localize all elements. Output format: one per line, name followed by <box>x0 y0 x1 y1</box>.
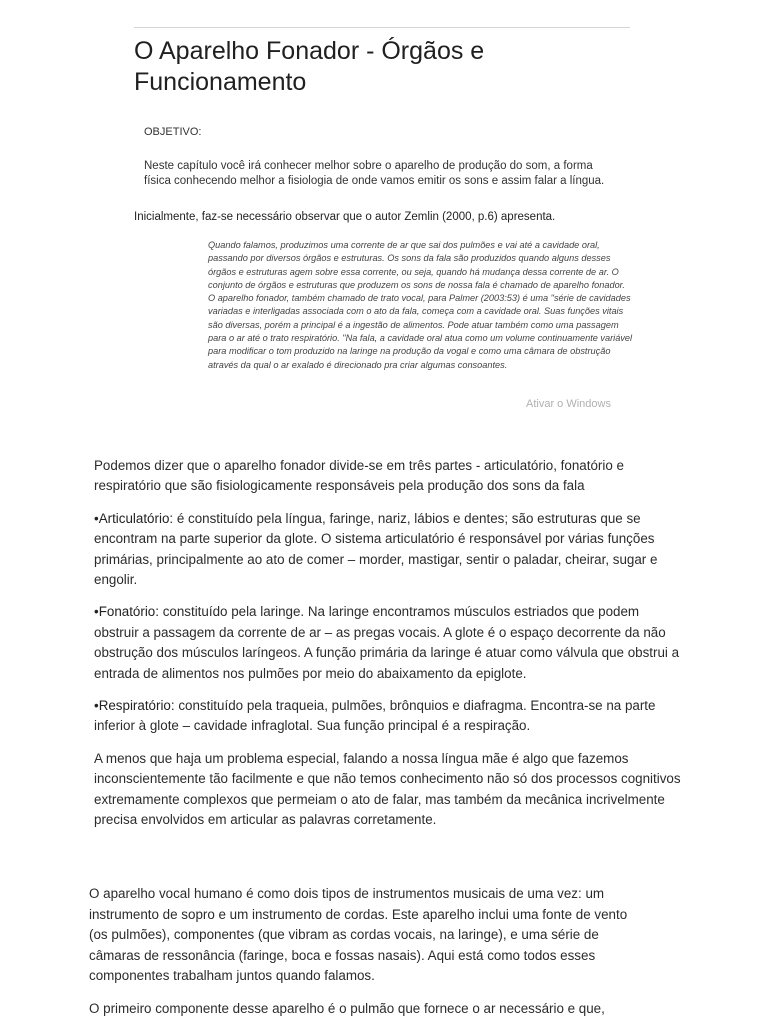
embedded-screenshot <box>120 14 644 434</box>
paragraph-fonatorio <box>94 602 684 684</box>
intro-text: Inicialmente, faz-se necessário observar que o autor Zemlin (2000, p.6) apresenta. <box>134 211 556 223</box>
term-articulatorio: •Articulatório: <box>94 510 174 526</box>
quote-block: Quando falamos, produzimos uma corrente de ar que sai dos pulmões e vai até a cavidade oral, passando por diversos órgãos e estruturas. Os sons da fala são produzidos quando alguns desses órgãos e estruturas agem sobre essa corrente, ou seja, quando há mudança dessa corrente de ar. O conjunto de órgãos e estruturas que produzem os sons de nossa fala é chamado de aparelho fonador. O aparelho fonador, também chamado de trato vocal, para Palmer (2003:53) é uma "série de cavidades variadas e interligadas associada com o ato da fala, começa com a cavidade oral. Suas funções vitais são diversas, porém a principal é a ingestão de alimentos. Pode atuar também como uma passagem para o ar até o trato respiratório. "Na fala, a cavidade oral atua como um volume continuamente variável para modificar o tom produzido na laringe na produção da vogal e como uma câmara de obstrução através da qual o ar exalado é direcionado pra criar algumas consoantes. <box>208 240 633 370</box>
text-respiratorio: constituído pela traqueia, pulmões, brônquios e diafragma. Encontra-se na parte inferior à glote – cavidade infraglotal. Sua função principal é a respiração. <box>94 698 656 734</box>
page-title: O Aparelho Fonador - Órgãos e Funcionamento <box>134 37 485 96</box>
paragraph-intro: Podemos dizer que o aparelho fonador divide-se em três partes - articulatório, fonatório e respiratório que são fisiologicamente responsáveis pela produção dos sons da fala <box>94 458 624 494</box>
term-fonatorio: •Fonatório: <box>94 604 159 620</box>
paragraph-aparelho-vocal: O aparelho vocal humano é como dois tipos de instrumentos musicais de uma vez: um instrumento de sopro e um instrumento de cordas. Este aparelho inclui uma fonte de vento (os pulmões), componentes (que vibram as cordas vocais, na laringe), e uma série de câmaras de ressonância (faringe, boca e fossas nasais). Aqui está como todos esses componentes trabalham juntos quando falamos. <box>89 886 628 984</box>
objective-label: OBJETIVO: <box>144 126 202 138</box>
paragraph-respiratorio <box>94 696 684 737</box>
paragraph-articulatorio <box>94 509 684 591</box>
main-article <box>94 456 684 843</box>
lower-article <box>89 884 649 1032</box>
objective-text: Neste capítulo você irá conhecer melhor sobre o aparelho de produção do som, a forma física conhecendo melhor a fisiologia de onde vamos emitir os sons e assim falar a língua. <box>144 160 605 187</box>
paragraph-lingua-mae: A menos que haja um problema especial, falando a nossa língua mãe é algo que fazemos inconscientemente tão facilmente e que não temos conhecimento não só dos processos cognitivos extremamente complexos que permeiam o ato de falar, mas também da mecânica incrivelmente precisa envolvidos em articular as palavras corretamente. <box>94 750 681 828</box>
term-respiratorio: •Respiratório: <box>94 698 175 714</box>
top-divider <box>134 27 630 28</box>
paragraph-primeiro-componente: O primeiro componente desse aparelho é o pulmão que fornece o ar necessário e que, <box>89 1000 605 1016</box>
windows-activation-watermark: Ativar o Windows <box>526 398 611 410</box>
text-articulatorio: é constituído pela língua, faringe, nariz, lábios e dentes; são estruturas que se encontram na parte superior da glote. O sistema articulatório é responsável por várias funções primárias, principalmente ao ato de comer – morder, mastigar, sentir o paladar, cheirar, sugar e engolir. <box>94 510 658 588</box>
text-fonatorio: constituído pela laringe. Na laringe encontramos músculos estriados que podem obstruir a passagem da corrente de ar – as pregas vocais. A glote é o espaço decorrente da não obstrução dos músculos laríngeos. A função primária da laringe é atuar como válvula que obstrui a entrada de alimentos nos pulmões por meio do abaixamento da epiglote. <box>94 604 680 681</box>
